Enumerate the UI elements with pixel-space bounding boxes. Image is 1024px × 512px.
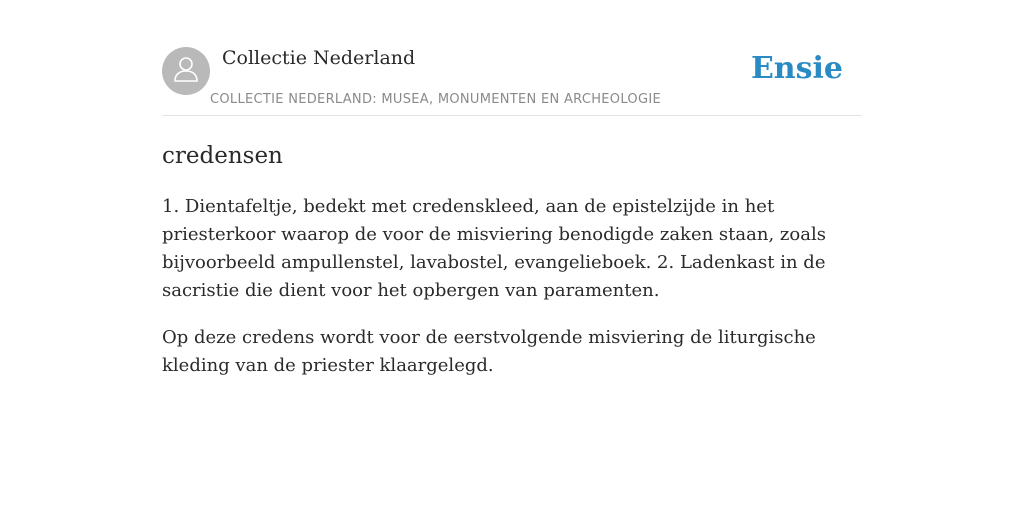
author-name[interactable]: Collectie Nederland	[222, 47, 416, 69]
avatar[interactable]	[162, 47, 210, 95]
brand-logo[interactable]: Ensie	[750, 51, 843, 86]
entry-note: Op deze credens wordt voor de eerstvolgende misviering de liturgische kleding van de priester klaargelegd.	[162, 327, 816, 376]
entry-title: credensen	[162, 143, 283, 169]
entry-card	[162, 46, 862, 380]
user-icon	[171, 54, 201, 88]
entry-definition: 1. Dientafeltje, bedekt met credenskleed, aan de epistelzijde in het priesterkoor waarop de voor de misviering benodigde zaken staan, zoals bijvoorbeeld ampullenstel, lavabostel, evangelieboek. 2. Ladenkast in de sacristie die dient voor het opbergen van paramenten.	[162, 196, 826, 301]
entry-header	[162, 46, 862, 116]
category-label[interactable]: COLLECTIE NEDERLAND: MUSEA, MONUMENTEN EN ARCHEOLOGIE	[210, 92, 661, 107]
